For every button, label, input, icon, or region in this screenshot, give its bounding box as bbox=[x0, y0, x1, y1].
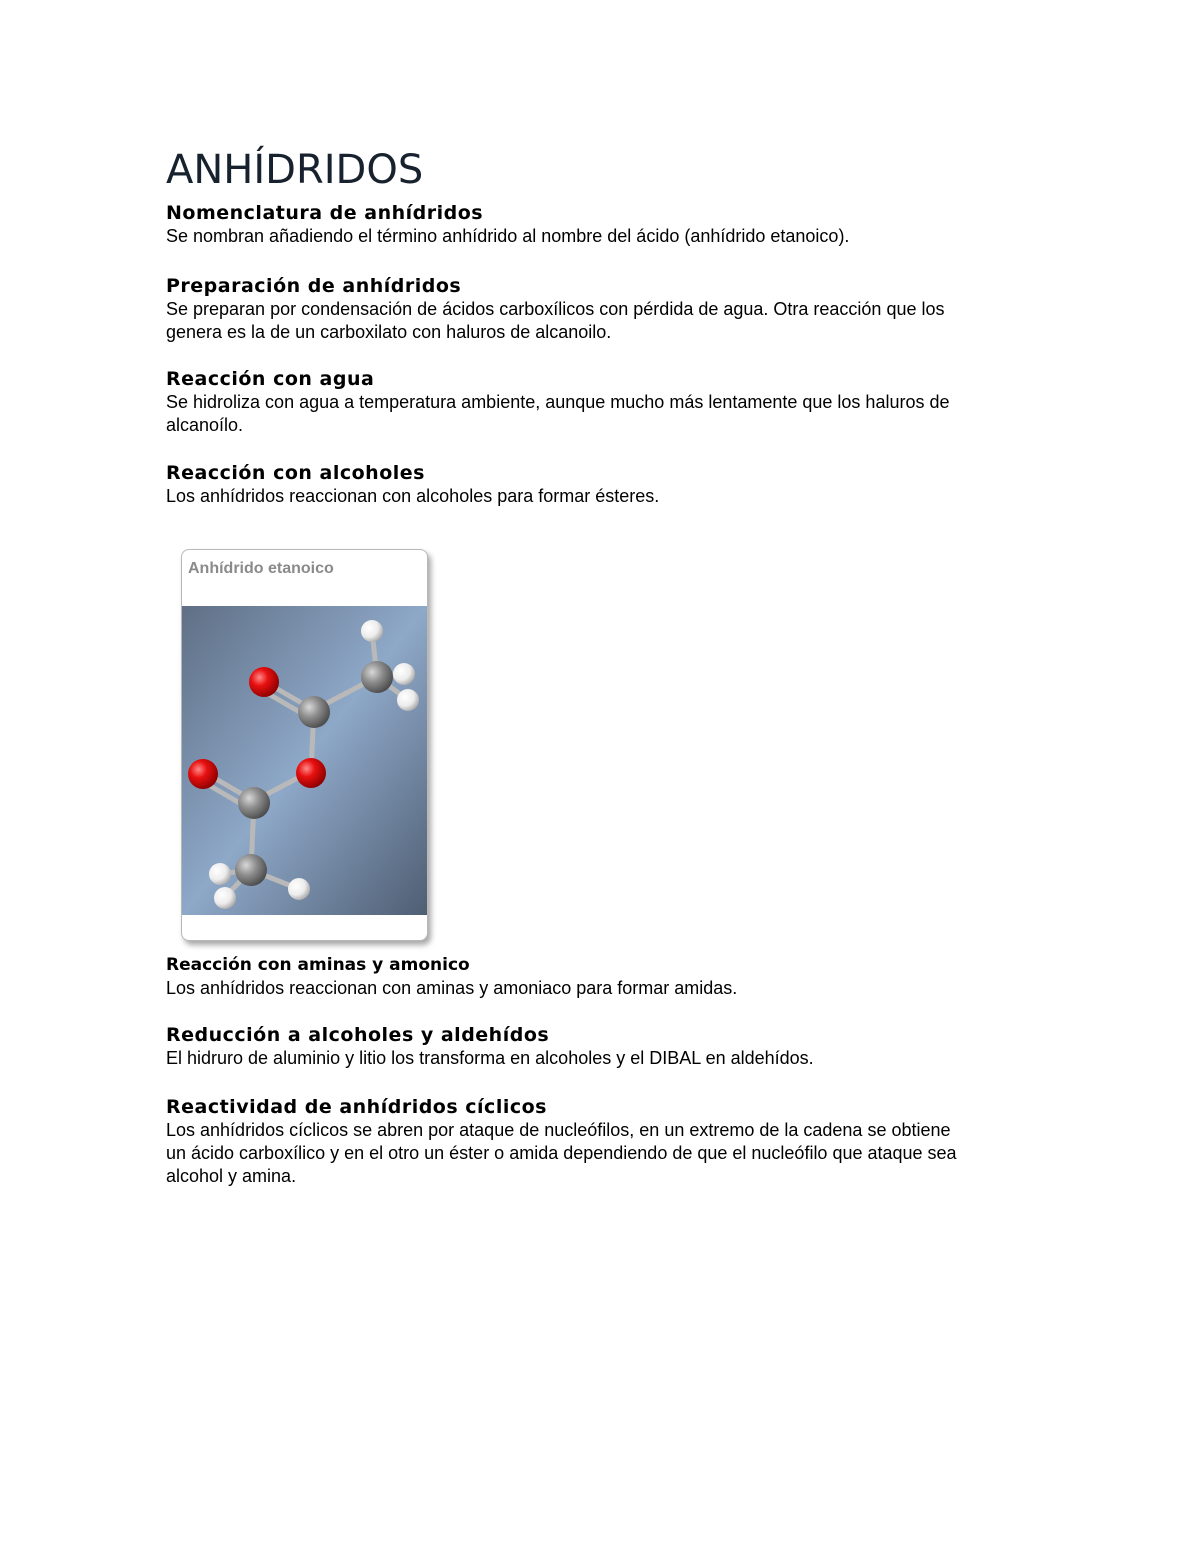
section-reduccion bbox=[166, 1024, 1046, 1070]
section-heading: Reacción con aminas y amonico bbox=[166, 955, 470, 975]
section-line: alcohol y amina. bbox=[166, 1166, 297, 1186]
section-heading: Reacción con alcoholes bbox=[166, 462, 425, 484]
section-nomenclatura bbox=[166, 202, 1046, 248]
section-line: alcanoílo. bbox=[166, 415, 244, 435]
section-line: El hidruro de aluminio y litio los transforma en alcoholes y el DIBAL en aldehídos. bbox=[166, 1048, 814, 1068]
acetic-anhydride-molecule-image bbox=[182, 606, 427, 915]
carbon-atom bbox=[361, 661, 393, 693]
section-reaccion-alcoholes bbox=[166, 462, 1046, 508]
oxygen-atom bbox=[249, 667, 279, 697]
section-heading: Reacción con agua bbox=[166, 368, 375, 390]
section-line: genera es la de un carboxilato con haluros de alcanoilo. bbox=[166, 322, 612, 342]
figure-caption: Anhídrido etanoico bbox=[188, 560, 334, 577]
hydrogen-atom bbox=[288, 878, 310, 900]
hydrogen-atom bbox=[361, 620, 383, 642]
hydrogen-atom bbox=[397, 689, 419, 711]
hydrogen-atom bbox=[214, 887, 236, 909]
section-heading: Reducción a alcoholes y aldehídos bbox=[166, 1024, 550, 1046]
section-heading: Nomenclatura de anhídridos bbox=[166, 202, 484, 224]
section-line: Los anhídridos cíclicos se abren por ataque de nucleófilos, en un extremo de la cadena se obtiene bbox=[166, 1120, 951, 1140]
section-reactividad-ciclicos bbox=[166, 1096, 1046, 1188]
page-title: ANHÍDRIDOS bbox=[166, 147, 424, 193]
carbon-atom bbox=[238, 787, 270, 819]
carbon-atom bbox=[235, 854, 267, 886]
section-reaccion-agua bbox=[166, 368, 1046, 437]
carbon-atom bbox=[298, 696, 330, 728]
section-heading: Preparación de anhídridos bbox=[166, 275, 462, 297]
molecule-figure-card bbox=[181, 549, 428, 941]
section-line: Se nombran añadiendo el término anhídrido al nombre del ácido (anhídrido etanoico). bbox=[166, 226, 850, 246]
hydrogen-atom bbox=[209, 863, 231, 885]
oxygen-atom bbox=[188, 759, 218, 789]
section-line: Los anhídridos reaccionan con aminas y amoniaco para formar amidas. bbox=[166, 978, 738, 998]
section-preparacion bbox=[166, 275, 1046, 344]
section-line: Los anhídridos reaccionan con alcoholes para formar ésteres. bbox=[166, 486, 660, 506]
hydrogen-atom bbox=[393, 663, 415, 685]
section-heading: Reactividad de anhídridos cíclicos bbox=[166, 1096, 547, 1118]
section-line: Se preparan por condensación de ácidos carboxílicos con pérdida de agua. Otra reacción que los bbox=[166, 299, 945, 319]
section-line: un ácido carboxílico y en el otro un éster o amida dependiendo de que el nucleófilo que ataque sea bbox=[166, 1143, 957, 1163]
section-line: Se hidroliza con agua a temperatura ambiente, aunque mucho más lentamente que los haluros de bbox=[166, 392, 950, 412]
section-reaccion-aminas bbox=[166, 954, 1046, 1000]
oxygen-atom bbox=[296, 758, 326, 788]
